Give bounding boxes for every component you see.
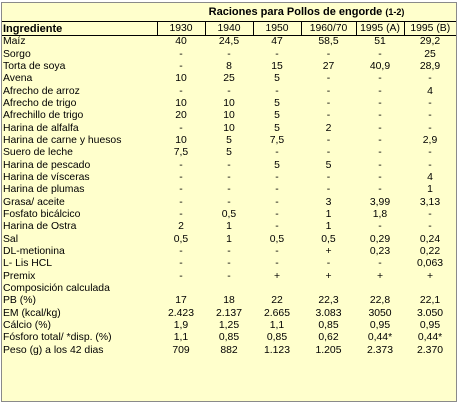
table-cell: 10 (223, 110, 235, 122)
table-cell: - (275, 246, 279, 258)
table-cell: 1.205 (315, 344, 342, 356)
row-label: L- Lis HCL (3, 258, 53, 270)
table-cell: 15 (271, 60, 283, 72)
row-label: Fósforo total/ *disp. (%) (3, 332, 112, 344)
table-cell: 17 (175, 295, 187, 307)
table-cell: - (275, 147, 279, 159)
table-cell: - (227, 85, 231, 97)
table-cell: - (227, 246, 231, 258)
table-cell: 40 (175, 36, 187, 48)
composition-row (2, 295, 456, 307)
row-label: Sal (3, 233, 19, 245)
table-cell: 5 (274, 97, 280, 109)
table-cell: - (428, 221, 432, 233)
table-cell: - (275, 208, 279, 220)
table-cell: - (378, 48, 382, 60)
table-cell: - (326, 110, 331, 122)
table-cell: 2.665 (263, 307, 290, 319)
ingredient-row (2, 122, 456, 134)
table-cell: - (227, 184, 231, 196)
row-label: PB (%) (3, 295, 36, 307)
table-cell: - (227, 270, 231, 282)
table-cell: 10 (223, 97, 235, 109)
table-cell: 10 (175, 97, 187, 109)
table-cell: - (275, 184, 279, 196)
table-cell: 10 (175, 134, 187, 146)
ration-table (2, 3, 456, 357)
table-cell: 0,5 (321, 233, 336, 245)
table-cell: 5 (325, 159, 332, 171)
table-cell: - (275, 196, 279, 208)
table-cell: 25 (424, 48, 436, 60)
ration-table-sheet (1, 2, 457, 402)
title-row (2, 3, 456, 22)
table-cell: - (326, 184, 331, 196)
composition-row (2, 320, 456, 332)
table-cell: - (428, 122, 432, 134)
row-label: Grasa/ aceite (3, 196, 65, 208)
row-label: Afrecho de arroz (3, 85, 80, 97)
ingredient-row (2, 172, 456, 184)
table-cell: - (378, 73, 382, 85)
table-cell: 0,23 (369, 246, 391, 258)
row-label: Harina de carne y huesos (3, 134, 122, 146)
table-cell: 22 (271, 295, 283, 307)
table-cell: - (326, 258, 331, 270)
table-cell: 5 (274, 159, 280, 171)
composition-row (2, 345, 456, 357)
table-cell: - (179, 159, 183, 171)
table-cell: - (326, 48, 331, 60)
table-cell: - (227, 258, 231, 270)
year-header: 1995 (A) (356, 22, 404, 36)
table-cell: 29,2 (419, 36, 441, 48)
table-cell: - (179, 184, 183, 196)
row-label: Harina de plumas (3, 184, 85, 196)
table-cell: 47 (271, 36, 283, 48)
table-cell: - (179, 122, 183, 134)
ingredient-header: Ingrediente (2, 22, 157, 36)
table-cell: 24,5 (218, 36, 240, 48)
row-label: Maíz (3, 36, 26, 48)
table-cell: - (326, 134, 331, 146)
table-cell: - (428, 73, 432, 85)
ingredient-row (2, 234, 456, 246)
table-cell: 8 (226, 60, 232, 72)
table-cell: - (275, 258, 279, 270)
table-cell: - (428, 147, 432, 159)
ingredient-row (2, 147, 456, 159)
table-cell: 709 (172, 344, 190, 356)
ration-table-body (2, 3, 456, 357)
table-cell: - (326, 147, 331, 159)
year-header: 1995 (B) (404, 22, 456, 36)
table-cell: - (428, 208, 432, 220)
table-cell: 4 (427, 171, 433, 183)
table-cell: - (227, 159, 231, 171)
table-cell: 1,8 (372, 208, 388, 220)
table-cell: 5 (274, 73, 280, 85)
ingredient-row (2, 221, 456, 233)
table-cell: 0,063 (417, 258, 444, 270)
table-cell: 1.123 (263, 344, 290, 356)
ingredient-row (2, 36, 456, 49)
table-cell: - (179, 196, 183, 208)
table-cell: 0,5 (221, 208, 237, 220)
row-label: Afrechillo de trigo (3, 110, 84, 122)
table-cell: - (378, 122, 382, 134)
table-cell: 5 (226, 134, 232, 146)
table-cell: 3.050 (417, 307, 444, 319)
table-cell: 10 (223, 122, 235, 134)
table-cell: 0,29 (369, 233, 391, 245)
table-cell: 2 (325, 122, 332, 134)
table-cell: 882 (220, 344, 238, 356)
table-cell: 58,5 (318, 36, 339, 48)
table-cell: + (376, 270, 384, 282)
table-cell: 1,9 (173, 320, 189, 332)
table-cell: - (227, 171, 231, 183)
ingredient-row (2, 196, 456, 208)
table-cell: 2,9 (422, 134, 438, 146)
table-cell: 1,25 (218, 320, 240, 332)
row-label: Fosfato bicálcico (3, 208, 81, 220)
table-title: Raciones para Pollos de engorde (1-2) (157, 3, 456, 22)
table-cell: - (378, 184, 382, 196)
year-header: 1950 (253, 22, 301, 36)
table-cell: 1 (325, 221, 332, 233)
year-header: 1940 (205, 22, 253, 36)
row-label: Harina de alfalfa (3, 122, 79, 134)
table-cell: 5 (274, 122, 280, 134)
row-label: Cálcio (%) (3, 320, 51, 332)
composition-row (2, 308, 456, 320)
table-cell: 0,44* (417, 332, 443, 344)
table-cell: 0,85 (218, 332, 240, 344)
table-cell: - (179, 270, 183, 282)
table-cell: 5 (226, 147, 232, 159)
ingredient-row (2, 184, 456, 196)
table-cell: 2.423 (167, 307, 194, 319)
table-cell: 3 (325, 196, 332, 208)
table-cell: 0,24 (419, 233, 441, 245)
table-cell: - (326, 73, 331, 85)
ingredient-row (2, 271, 456, 283)
table-cell: - (179, 171, 183, 183)
table-cell: 27 (322, 60, 335, 72)
ingredient-row (2, 85, 456, 97)
table-cell: 1 (427, 184, 433, 196)
table-cell: - (378, 85, 382, 97)
table-cell: 20 (175, 110, 187, 122)
table-cell: 2.373 (366, 344, 393, 356)
table-cell: 22,3 (318, 295, 339, 307)
ingredient-row (2, 258, 456, 270)
table-cell: - (378, 134, 382, 146)
table-cell: 2.137 (215, 307, 242, 319)
section-row (2, 283, 456, 295)
table-cell: - (378, 171, 382, 183)
table-cell: 18 (223, 295, 235, 307)
ingredient-row (2, 135, 456, 147)
table-cell: 0,62 (318, 332, 339, 344)
year-header: 1930 (157, 22, 205, 36)
table-cell: 2 (178, 221, 184, 233)
table-cell: - (275, 85, 279, 97)
table-cell: 1 (226, 221, 232, 233)
table-cell: - (179, 60, 183, 72)
table-cell: - (227, 196, 231, 208)
ingredient-row (2, 110, 456, 122)
table-cell: 4 (427, 85, 433, 97)
table-cell: 1 (325, 208, 332, 220)
table-cell: 0,85 (266, 332, 288, 344)
table-cell: - (378, 258, 382, 270)
table-cell: 0,5 (173, 233, 189, 245)
table-cell: 1,1 (269, 320, 285, 332)
year-header: 1960/70 (301, 22, 356, 36)
table-cell: 10 (175, 73, 187, 85)
table-cell: - (378, 110, 382, 122)
table-cell: + (273, 270, 281, 282)
table-cell: 5 (274, 110, 280, 122)
table-cell: - (179, 48, 183, 60)
ingredient-row (2, 61, 456, 73)
table-cell: + (325, 270, 332, 282)
ingredient-row (2, 209, 456, 221)
ingredient-row (2, 48, 456, 60)
composition-row (2, 332, 456, 344)
table-cell: - (179, 85, 183, 97)
table-cell: 3050 (368, 307, 392, 319)
table-cell: - (179, 258, 183, 270)
table-cell: 0,5 (269, 233, 285, 245)
row-label: Suero de leche (3, 147, 73, 159)
table-cell: 51 (374, 36, 386, 48)
table-cell: - (378, 147, 382, 159)
table-cell: - (428, 110, 432, 122)
table-cell: - (326, 85, 331, 97)
table-cell: 0,22 (419, 246, 441, 258)
table-cell: - (227, 48, 231, 60)
title-note: (1-2) (385, 7, 405, 17)
row-label: Peso (g) a los 42 dias (3, 344, 104, 356)
table-cell: + (325, 246, 332, 258)
table-cell: - (378, 221, 382, 233)
table-cell: 0,95 (419, 320, 441, 332)
table-cell: - (378, 97, 382, 109)
table-cell: - (179, 208, 183, 220)
table-cell: 1,1 (173, 332, 189, 344)
ingredient-row (2, 73, 456, 85)
ingredient-row (2, 98, 456, 110)
table-cell: 28,9 (419, 60, 441, 72)
section-label: Composición calculada (3, 283, 110, 295)
row-label: Avena (3, 73, 33, 85)
row-label: EM (kcal/kg) (3, 307, 61, 319)
table-cell: - (326, 171, 331, 183)
table-cell: 3,99 (369, 196, 391, 208)
ingredient-row (2, 159, 456, 171)
table-cell: 1 (226, 233, 232, 245)
table-cell: - (275, 171, 279, 183)
row-label: Torta de soya (3, 60, 66, 72)
row-label: DL-metionina (3, 246, 65, 258)
table-cell: 0,85 (318, 320, 339, 332)
row-label: Harina de Ostra (3, 221, 77, 233)
row-label: Afrecho de trigo (3, 97, 77, 109)
table-cell: - (275, 221, 279, 233)
table-cell: - (428, 159, 432, 171)
table-cell: - (378, 159, 382, 171)
table-cell: 22,8 (369, 295, 391, 307)
table-cell: 2.370 (417, 344, 444, 356)
table-cell: - (326, 97, 331, 109)
table-cell: 25 (223, 73, 235, 85)
row-label: Sorgo (3, 48, 31, 60)
table-cell: 0,95 (369, 320, 391, 332)
table-cell: 40,9 (369, 60, 391, 72)
header-row (2, 22, 456, 36)
table-cell: 3,13 (419, 196, 441, 208)
row-label: Harina de pescado (3, 159, 91, 171)
table-cell: 0,44* (367, 332, 393, 344)
table-cell: - (179, 246, 183, 258)
table-cell: 7,5 (173, 147, 189, 159)
table-cell: + (426, 270, 434, 282)
table-cell: 22,1 (419, 295, 441, 307)
ingredient-row (2, 246, 456, 258)
table-cell: - (275, 48, 279, 60)
row-label: Harina de vísceras (3, 171, 90, 183)
table-cell: 3.083 (315, 307, 342, 319)
table-cell: - (428, 97, 432, 109)
row-label: Premix (3, 270, 36, 282)
table-cell: 7,5 (269, 134, 285, 146)
